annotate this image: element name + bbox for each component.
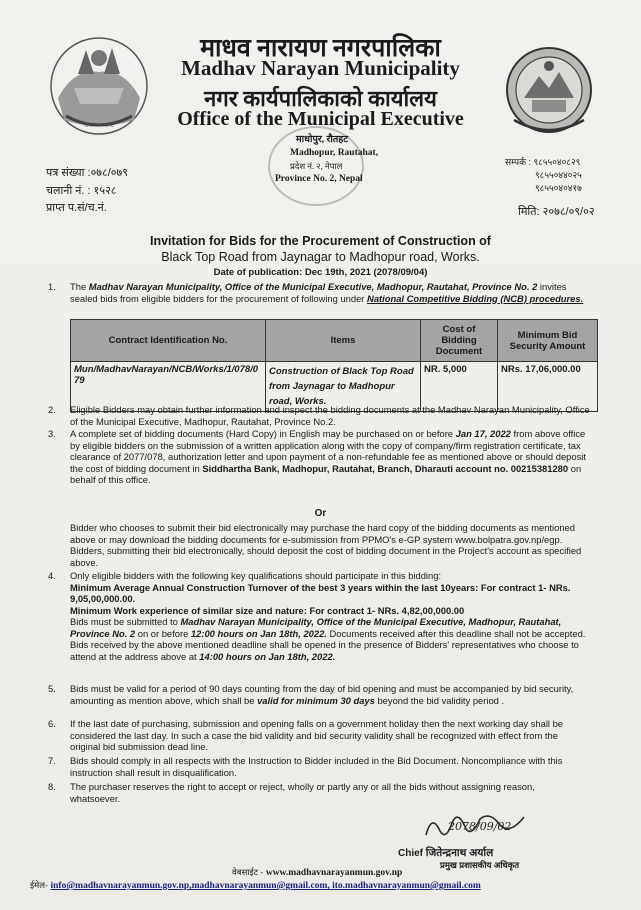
p3-text-c: from above office by eligible bidders on the submission of a written application along with the copy of company/firm registration certificate, tax clearance of 2077/078, authorization letter and upon payment of a non-refundable fee as mentioned above or should deposit the cost of bidding document in — [70, 428, 586, 474]
p4-text-f: on or before — [135, 627, 191, 639]
contact-label: सम्पर्क : — [505, 157, 531, 167]
p4-text-d: Bids must be submitted to — [70, 616, 181, 627]
p4-text-a: Only eligible bidders with the following key qualifications should participate in this bidding: — [70, 570, 442, 581]
p4-text-g: 12:00 hours on Jan 18th, 2022. — [190, 627, 327, 639]
notice-title-line2: Black Top Road from Jaynagar to Madhopur road, Works. — [161, 250, 480, 264]
reference-number: पत्र संख्या :०७८/०७९ — [46, 167, 128, 179]
p2-text: Eligible Bidders may obtain further information and inspect the bidding documents at the Madhav Narayan Municipality, Office of the Municipal Executive, Madhopur, Rautahat, Province No.2. — [70, 404, 590, 427]
paragraph-2 — [48, 404, 590, 427]
p3-alt-text: Bidder who chooses to submit their bid electronically may purchase the hard copy of the bidding documents as mentioned above or may download the bidding documents for e-submission from PPMO's e-GP system www.bolpatra.gov.np/egp. Bidders, submitting their bid electronically, should deposit the cost of bidding document in the Project's account as specified above. — [70, 522, 582, 568]
bid-table — [70, 319, 598, 412]
p3-text-d: Siddhartha Bank, Madhopur, Rautahat, Branch, Dharauti account no. 00215381280 — [202, 462, 569, 474]
col-header-items: Items — [266, 320, 421, 362]
col-header-cost: Cost of Bidding Document — [421, 320, 498, 362]
signatory-title — [398, 846, 493, 860]
col-header-contract-id: Contract Identification No. — [71, 320, 266, 362]
footer-email-line — [30, 880, 481, 891]
received-number: प्राप्त प.सं/च.नं. — [46, 202, 107, 214]
paragraph-number: 3. — [48, 428, 56, 439]
email-label: ईमेल- — [30, 880, 48, 890]
p1-text-c: invites sealed bids from eligible bidders for the procurement of following under — [70, 281, 567, 304]
p5-text-a: Bids must be valid for a period of 90 days counting from the day of bid opening and must be accompanied by bid security, amounting as mention above, which shall be — [70, 683, 574, 706]
date-line — [518, 204, 595, 219]
paragraph-6 — [48, 718, 590, 753]
dispatch-number: चलानी नं. : १५२८ — [46, 185, 117, 197]
signatory-designation: प्रमुख प्रशासकीय अधिकृत — [440, 860, 520, 870]
paragraph-4 — [48, 570, 590, 662]
paragraph-3-alternative — [70, 522, 590, 568]
contact-block — [505, 156, 582, 195]
p4-text-i: 14:00 hours on Jan 18th, 2022. — [199, 650, 336, 662]
or-separator: Or — [314, 508, 327, 519]
address-en-2: Province No. 2, Nepal — [275, 174, 363, 184]
p4-text-e: Madhav Narayan Municipality, Office of the Municipal Executive, Madhopur, Rautahat, Province No. 2 — [70, 616, 562, 639]
footer-website-line — [232, 867, 402, 878]
website-link[interactable]: www.madhavnarayanmun.gov.np — [265, 868, 403, 878]
cell-items: Construction of Black Top Road from Jaynagar to Madhopur road, Works. — [266, 362, 421, 412]
svg-text:~~~~~~: ~~~~~~ — [83, 123, 115, 130]
phone-3: ९८५५०४०४१७ — [535, 183, 582, 193]
p5-text-c: beyond the bid validity period . — [374, 694, 505, 706]
p4-text-c: Minimum Work experience of similar size and nature: For contract 1- NRs. 4,82,00,000.00 — [70, 604, 465, 616]
signatory-title-en: Chief — [398, 848, 423, 859]
col-header-bid-security: Minimum Bid Security Amount — [498, 320, 598, 362]
notice-title-line1: Invitation for Bids for the Procurement of Construction of — [150, 234, 491, 248]
p3-text-e: on behalf of this office. — [70, 462, 582, 485]
p4-text-h: Documents received after this deadline shall not be accepted. Bids received by the above mentioned deadline shall be opened in the presence of Bidders' representatives who choose to attend at the address above at — [70, 627, 586, 662]
table-header-row — [71, 320, 598, 362]
office-name-english: Office of the Municipal Executive — [177, 108, 464, 130]
paragraph-number: 6. — [48, 718, 56, 729]
paragraph-number: 2. — [48, 404, 56, 415]
p1-text-d: National Competitive Bidding (NCB) procedures. — [367, 292, 584, 304]
p7-text: Bids should comply in all respects with the Instruction to Bidder included in the Bid Document. Noncompliance with this instruction shall result in disqualification. — [70, 755, 563, 778]
publication-date: Date of publication: Dec 19th, 2021 (2078/09/04) — [213, 267, 428, 278]
date-label: मिति: — [518, 206, 540, 218]
p8-text: The purchaser reserves the right to accept or reject, wholly or partly any or all the bids without assigning reason, whatsoever. — [70, 781, 535, 804]
paragraph-number: 5. — [48, 683, 56, 694]
p6-text: If the last date of purchasing, submission and opening falls on a government holiday then the next working day shall be considered the last day. In such a case the bid validity and bid security validity shall be recognized with effect from the original bid submission dead line. — [70, 718, 564, 752]
paragraph-1 — [48, 281, 590, 304]
paragraph-8 — [48, 781, 540, 804]
phone-2: ९८५५०४४०२५ — [535, 170, 582, 180]
p3-text-b: Jan 17, 2022 — [455, 428, 511, 439]
office-name-nepali: नगर कार्यपालिकाको कार्यालय — [204, 86, 437, 111]
email-links[interactable]: info@madhavnarayanmun.gov.np,madhavnarayanmun@gmail.com, ito.madhavnarayanmun@gmail.com — [50, 881, 481, 891]
p5-text-b: valid for minimum 30 days — [257, 694, 375, 706]
website-label: वेबसाईट - — [232, 867, 264, 877]
cell-bid-security: NRs. 17,06,000.00 — [498, 362, 598, 412]
cell-contract-id: Mun/MadhavNarayan/NCB/Works/1/078/079 — [71, 362, 266, 412]
phone-1: ९८५५०४०८२९ — [533, 157, 581, 167]
p1-text-a: The — [70, 281, 89, 292]
paragraph-number: 4. — [48, 570, 56, 581]
paragraph-number: 1. — [48, 281, 56, 292]
paragraph-number: 8. — [48, 781, 56, 792]
org-name-nepali: माधव नारायण नगरपालिका — [200, 35, 441, 62]
date-value: २०७८/०९/०२ — [542, 206, 595, 218]
paragraph-3 — [48, 428, 590, 486]
cell-cost: NR. 5,000 — [421, 362, 498, 412]
paragraph-number: 7. — [48, 755, 56, 766]
address-en-1: Madhopur, Rautahat, — [290, 148, 379, 158]
address-np-1: माधोपुर, रौतहट — [296, 135, 349, 145]
p3-text-a: A complete set of bidding documents (Hard Copy) in English may be purchased on or before — [70, 428, 456, 439]
signature-date: 2078/09/02 — [448, 820, 512, 833]
p1-text-b: Madhav Narayan Municipality, Office of the Municipal Executive, Madhopur, Rautahat, Province No. 2 — [88, 281, 538, 292]
org-name-english: Madhav Narayan Municipality — [181, 56, 460, 80]
signatory-name-np: जितेन्द्रनाथ अर्याल — [425, 847, 494, 859]
p4-text-b: Minimum Average Annual Construction Turnover of the best 3 years within the last 10years: For contract 1- NRs. 9,05,00,000.00. — [70, 581, 571, 604]
address-np-2: प्रदेश नं. २, नेपाल — [290, 161, 343, 171]
paragraph-5 — [48, 683, 590, 706]
paragraph-7 — [48, 755, 590, 778]
